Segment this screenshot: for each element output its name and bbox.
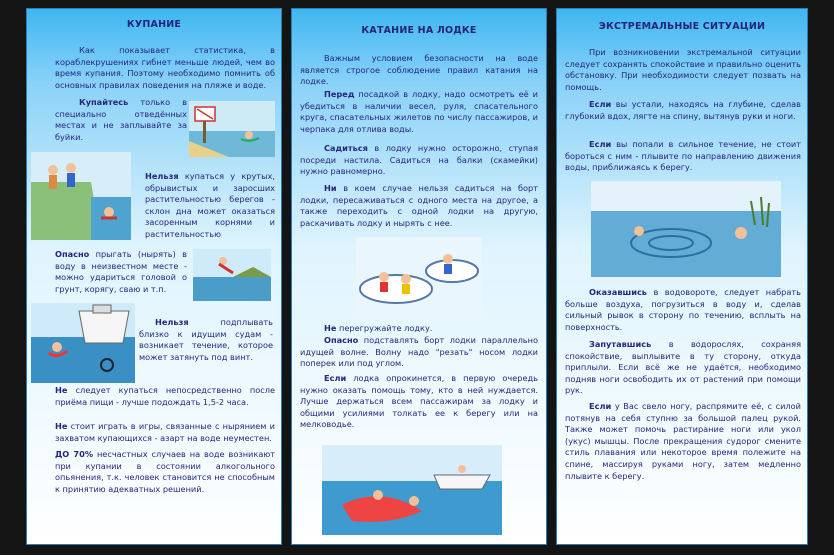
ship-propeller-illustration [31,303,135,383]
beach-sign-illustration [189,101,275,157]
panel-swimming [26,8,282,545]
overloaded-boats-illustration [356,237,482,317]
panel-title: ЭКСТРЕМАЛЬНЫЕ СИТУАЦИИ [598,21,766,32]
rule-board-carefully: Садиться в лодку нужно осторожно, ступая посреди настила. Садиться на балки (скамейки) нужно равномерно. [300,143,538,177]
extreme-intro-paragraph: При возникновении экстремальной ситуации следует сохранять спокойствие и правильно оценить обстановку. При необходимости следует позвать на помощь. [565,47,801,92]
rule-no-overload: Не перегружайте лодку. [324,323,433,333]
rule-capsized: Если лодка опрокинется, в первую очередь нужно оказать помощь тому, кто в ней нуждается. Лучше держаться всем пассажирам за лодку и общими усилиями толкать ее к берегу или на мелководье. [300,373,538,430]
rule-no-moving: Ни в коем случае нельзя садиться на борт лодки, пересаживаться с одного места на другое, а также переходить с одной лодки на другую, раскачивать лодку и нырять с нее. [300,183,538,228]
rule-cramp: Если у Вас свело ногу, распрямите её, с силой потянув на себя ступню за большой палец рукой. Также может помочь растирание ноги или укол (укус) мышцы. После прекращения судорог смените стиль плавания или некоторое время полежите на спине, массируя руками ногу, затем медленно плывите к берегу. [565,401,801,481]
rule-inspect-boat: Перед посадкой в лодку, надо осмотреть её и убедиться в наличии весел, руля, спасательного круга, спасательных жилетов по числу пассажиров, и черпака для отлива воды. [300,89,538,134]
diving-illustration [193,249,271,301]
capsized-boat-illustration [322,445,502,535]
rule-waves: Опасно подставлять борт лодки параллельно идущей волне. Волну надо "резать" носом лодки поперек или под углом. [300,335,538,369]
rule-after-meal: Не следует купаться непосредственно после приёма пищи - лучше подождать 1,5-2 часа. [55,385,275,407]
rule-swim-places: Купайтесь только в специально отведённых местах и не заплывайте за буйки. [55,97,187,142]
panel-boating [291,8,547,545]
rule-games: Не стоит играть в игры, связанные с нырянием и захватом купающихся - азарт на воде неуместен. [55,421,275,443]
rule-tired: Если вы устали, находясь на глубине, сделав глубокий вдох, лягте на спину, вытянув руки и ноги. [565,99,801,121]
rule-whirlpool: Оказавшись в водовороте, следует набрать больше воздуха, погрузиться в воду и, сделав сильный рывок в сторону по течению, всплыть на поверхность. [565,287,801,332]
boat-intro-paragraph: Важным условием безопасности на воде является строгое соблюдение правил катания на лодке. [300,53,538,87]
steep-bank-illustration [31,152,131,240]
rule-alcohol: ДО 70% несчастных случаев на воде возникают при купании в состоянии алкогольного опьянения, т.к. человек становится не способным к принятию адекватных решений. [55,449,275,494]
rule-diving: Опасно прыгать (нырять) в воду в неизвестном месте - можно удариться головой о грунт, корягу, сваю и т.п. [55,249,187,294]
panel-title: КУПАНИЕ [126,19,182,30]
rule-ships: Нельзя подплывать близко к идущим судам - возникает течение, которое может затянуть под винт. [139,317,273,362]
rule-steep-banks: Нельзя купаться у крутых, обрывистых и заросших растительностью берегов - склон дна может оказаться засоренным корнями и растительностью [145,171,275,239]
intro-paragraph: Как показывает статистика, в кораблекрушениях гибнет меньше людей, чем во время купания. Поэтому необходимо помнить об основных правилах поведения на пляже и воде. [55,45,275,90]
rule-current: Если вы попали в сильное течение, не стоит бороться с ним - плывите по направлению движения воды, приближаясь к берегу. [565,139,801,173]
whirlpool-illustration [591,181,781,277]
panel-title: КАТАНИЕ НА ЛОДКЕ [361,25,477,36]
panel-extreme-situations [556,8,808,545]
rule-seaweed: Запутавшись в водорослях, сохраняя спокойствие, выплывите в ту сторону, откуда приплыли. Если всё же не удаётся, необходимо подняв ноги освободить их от растений при помощи рук. [565,339,801,396]
